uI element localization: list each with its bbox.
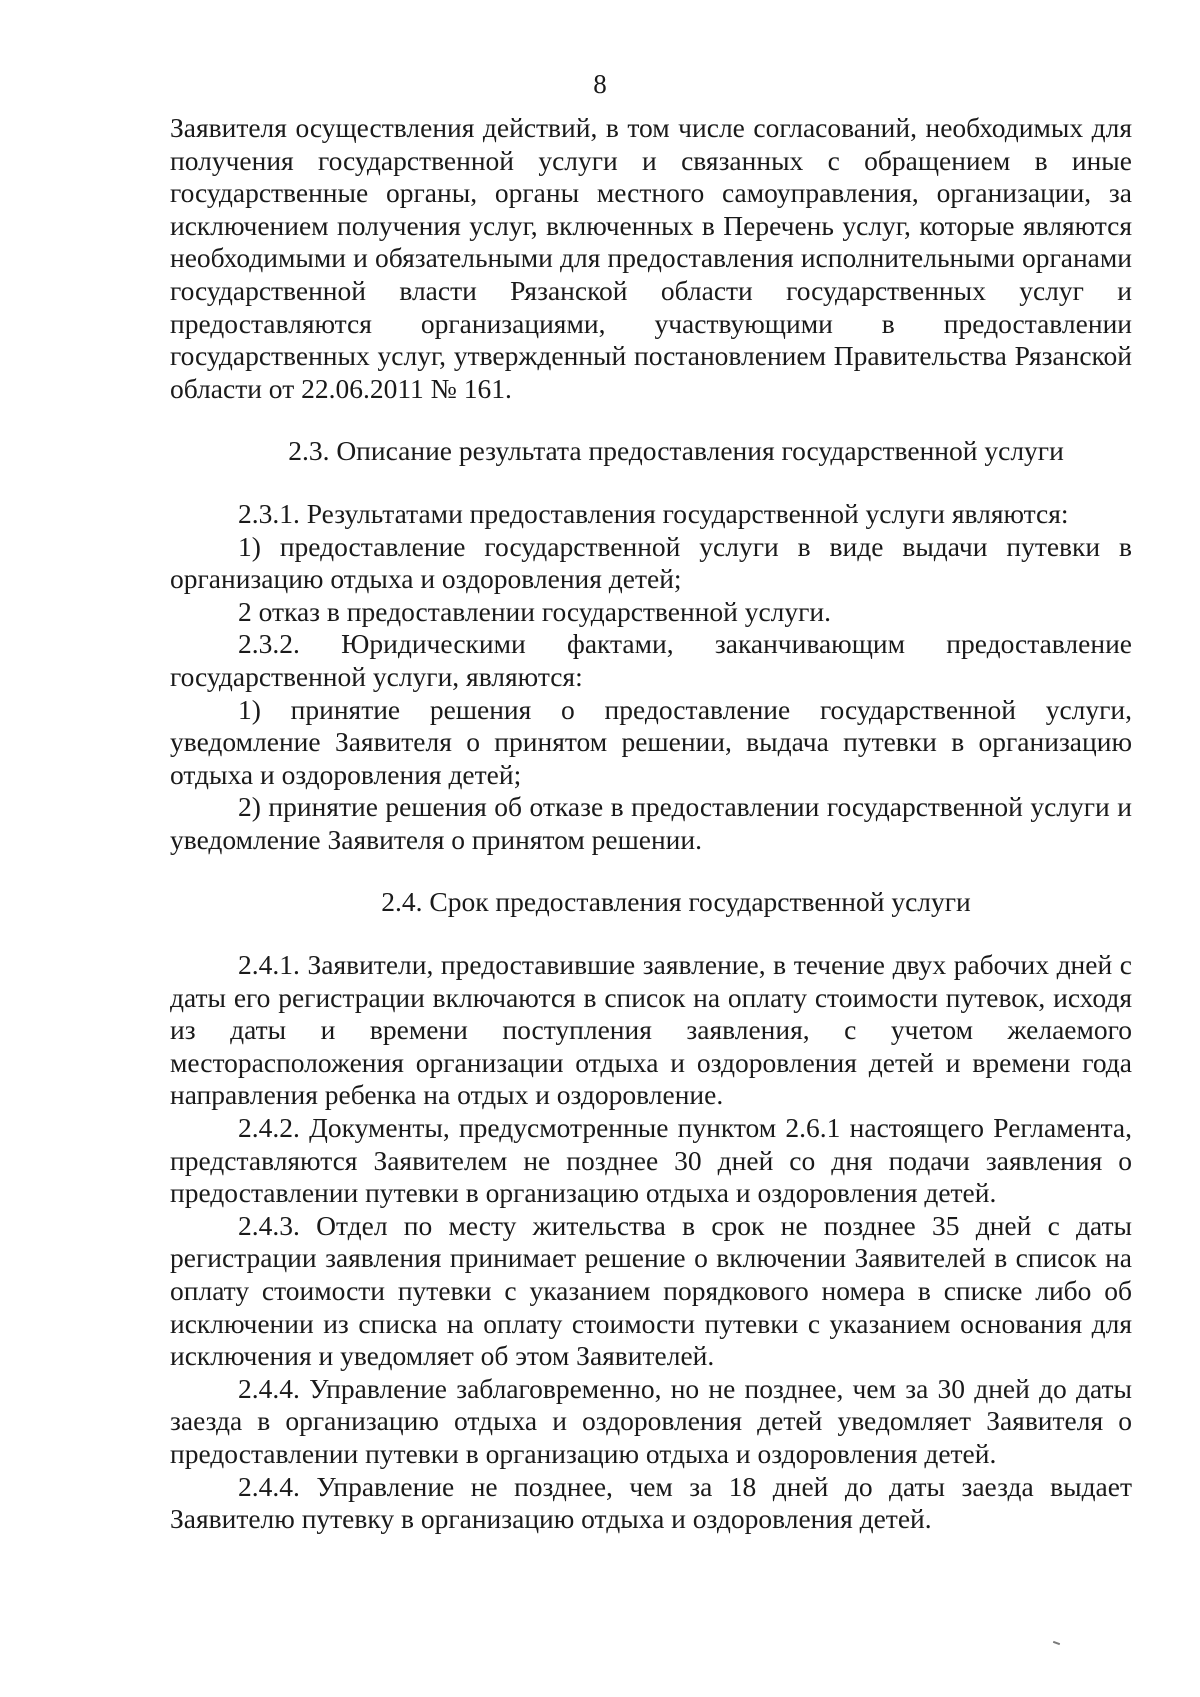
paragraph-2-3-1: 2.3.1. Результатами предоставления государственной услуги являются: [238,497,1069,529]
document-body [170,112,1132,1536]
paragraph-2-4-1: 2.4.1. Заявители, предоставившие заявление, в течение двух рабочих дней с даты его регистрации включаются в список на оплату стоимости путевок, исходя из даты и времени поступления заявления, с учетом желаемого месторасположения организации отдыха и оздоровления детей и времени года направления ребенка на отдых и оздоровление. [170,949,1132,1111]
paragraph-intro: Заявителя осуществления действий, в том числе согласований, необходимых для получения государственной услуги и связанных с обращением в иные государственные органы, органы местного самоуправления, организации, за исключением получения услуг, включенных в Перечень услуг, которые являются необходимыми и обязательными для предоставления исполнительными органами государственной власти Рязанской области государственных услуг и предоставляются организациями, участвующими в предоставлении государственных услуг, утвержденный постановлением Правительства Рязанской области от 22.06.2011 № 161. [170,112,1132,404]
paragraph-2-4-2: 2.4.2. Документы, предусмотренные пунктом 2.6.1 настоящего Регламента, представляются Заявителем не позднее 30 дней со дня подачи заявления о предоставлении путевки в организацию отдыха и оздоровления детей. [170,1112,1132,1209]
page-number: 8 [593,69,607,99]
paragraph-2-4-3: 2.4.3. Отдел по месту жительства в срок не позднее 35 дней с даты регистрации заявления принимает решение о включении Заявителей в список на оплату стоимости путевки с указанием порядкового номера в списке либо об исключении из списка на оплату стоимости путевки с указанием основания для исключения и уведомляет об этом Заявителей. [170,1209,1132,1372]
paragraph-2-4-4-issue: 2.4.4. Управление не позднее, чем за 18 дней до даты заезда выдает Заявителю путевку в организацию отдыха и оздоровления детей. [170,1470,1132,1535]
paragraph-2-4-4-notice: 2.4.4. Управление заблаговременно, но не позднее, чем за 30 дней до даты заезда в организацию отдыха и оздоровления детей уведомляет Заявителя о предоставлении путевки в организацию отдыха и оздоровления детей. [170,1372,1132,1469]
paragraph-2-3-2-item-2: 2) принятие решения об отказе в предоставлении государственной услуги и уведомление Заявителя о принятом решении. [170,791,1132,855]
scan-speck [1053,1641,1060,1645]
section-heading-2-3: 2.3. Описание результата предоставления государственной услуги [288,435,1064,467]
section-heading-2-4: 2.4. Срок предоставления государственной услуги [381,886,971,918]
paragraph-2-3-2-item-1: 1) принятие решения о предоставление государственной услуги, уведомление Заявителя о принятом решении, выдача путевки в организацию отдыха и оздоровления детей; [170,693,1132,790]
paragraph-2-3-1-item-2: 2 отказ в предоставлении государственной услуги. [238,595,832,627]
paragraph-2-3-1-item-1: 1) предоставление государственной услуги в виде выдачи путевки в организацию отдыха и оздоровления детей; [170,530,1132,595]
paragraph-2-3-2: 2.3.2. Юридическими фактами, заканчивающим предоставление государственной услуги, являются: [170,628,1132,692]
